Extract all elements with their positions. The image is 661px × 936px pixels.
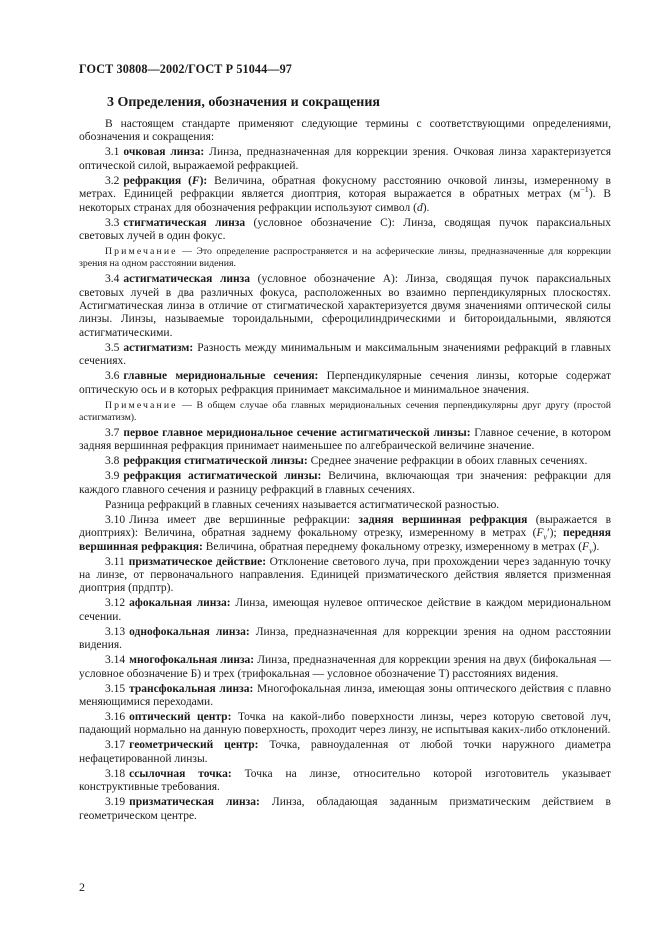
term-3-12: 3.12 афокальная линза: Линза, имеющая нулевое оптическое действие в каждом меридиональном сечении.	[79, 597, 611, 623]
term-3-3: 3.3 стигматическая линза (условное обозначение С): Линза, сводящая пучок параксиальных световых лучей в один фокус.	[79, 216, 611, 243]
term-3-14: 3.14 многофокальная линза: Линза, предназначенная для коррекции зрения на двух (бифокальная — условное обозначение Б) и трех (трифокальная — условное обозначение Т) расстояниях видения.	[79, 654, 611, 680]
term-3-17: 3.17 геометрический центр: Точка, равноудаленная от любой точки наружного диаметра нефацетированной линзы.	[79, 739, 611, 765]
term-3-2: 3.2 рефракция (F): Величина, обратная фокусному расстоянию очковой линзы, измеренному в метрах. Единицей рефракции является диоптрия, которая выражается в обратных метрах $(м^{-1})$. В некоторых странах для обозначения рефракции используют символ (d).	[79, 174, 612, 214]
term-3-15: 3.15 трансфокальная линза: Многофокальная линза, имеющая зоны оптического действия с плавно меняющимися переходами.	[79, 682, 611, 708]
term-3-10: 3.10 Линза имеет две вершинные рефракции: задняя вершинная рефракция (выражается в диоптриях): Величина, обратная заднему фокальному отрезку, измеренному в метрах $(F_v')$; передняя вершинная рефракция: Величина, обратная переднему фокальному отрезку, измеренному в метрах $(F_v)$.	[79, 513, 612, 555]
term-name: очковая линза:	[123, 146, 205, 159]
term-3-11: 3.11 призматическое действие: Отклонение светового луча, при прохождении через заданную точку на линзе, от первоначального направления. Единицей призматического действия является призменная диоптрия (прдптр).	[79, 555, 611, 595]
term-3-6: 3.6 главные меридиональные сечения: Перпендикулярные сечения линзы, которые содержат оптическую ось и в которых рефракция принимает максимальное и минимальное значения.	[79, 370, 612, 396]
note-1: Примечание — Это определение распространяется и на асферические линзы, предназначенные для коррекции зрения на одном расстоянии видения.	[79, 246, 611, 270]
section-title: 3 Определения, обозначения и сокращения	[107, 95, 380, 110]
term-3-7: 3.7 первое главное меридиональное сечение астигматической линзы: Главное сечение, в котором задняя вершинная рефракция принимает наименьшее по алгебраической величине значение.	[79, 426, 611, 453]
term-3-16: 3.16 оптический центр: Точка на какой-либо поверхности линзы, через которую световой луч, падающий нормально на данную поверхность, проходит через линзу, не испытывая каких-либо отклонений.	[79, 710, 612, 737]
term-3-1: 3.1 очковая линза: Линза, предназначенная для коррекции зрения. Очковая линза характеризуется оптической силой, выражаемой рефракцией.	[79, 146, 611, 172]
document-header: ГОСТ 30808—2002/ГОСТ Р 51044—97	[79, 62, 292, 76]
intro-paragraph: В настоящем стандарте применяют следующие термины с соответствующими определениями, обозначения и сокращения:	[79, 118, 611, 144]
note-2: Примечание — В общем случае оба главных меридиональных сечения перпендикулярны друг другу (простой астигматизм).	[79, 400, 611, 423]
term-3-18: 3.18 ссылочная точка: Точка на линзе, относительно которой изготовитель указывает конструктивные требования.	[79, 767, 611, 794]
astigmatic-difference-paragraph: Разница рефракций в главных сечениях называется астигматической разностью.	[105, 498, 500, 511]
page-number: 2	[79, 880, 85, 894]
term-3-9: 3.9 рефракция астигматической линзы: Величина, включающая три значения: рефракции для каждого главного сечения и разницу рефракций в главных сечениях.	[79, 470, 612, 496]
term-3-19: 3.19 призматическая линза: Линза, обладающая заданным призматическим действием в геометрическом центре.	[79, 796, 611, 822]
term-3-4: 3.4 астигматическая линза (условное обозначение А): Линза, сводящая пучок параксиальных световых лучей в два различных фокуса, расположенных во взаимно перпендикулярных плоскостях. Астигматическая линза в отличие от стигматической характеризуется двумя значениями оптической силы линзы. Линзы, называемые тороидальными, сфероцилиндрическими и битороидальными, являются астигматическими.	[79, 273, 611, 339]
document-body	[79, 118, 611, 825]
term-3-5: 3.5 астигматизм: Разность между минимальным и максимальным значениями рефракций в главных сечениях.	[79, 341, 611, 368]
term-3-13: 3.13 однофокальная линза: Линза, предназначенная для коррекции зрения на одном расстоянии видения.	[79, 625, 611, 652]
term-3-8: 3.8 рефракция стигматической линзы: Среднее значение рефракции в обоих главных сечениях.	[105, 455, 588, 468]
